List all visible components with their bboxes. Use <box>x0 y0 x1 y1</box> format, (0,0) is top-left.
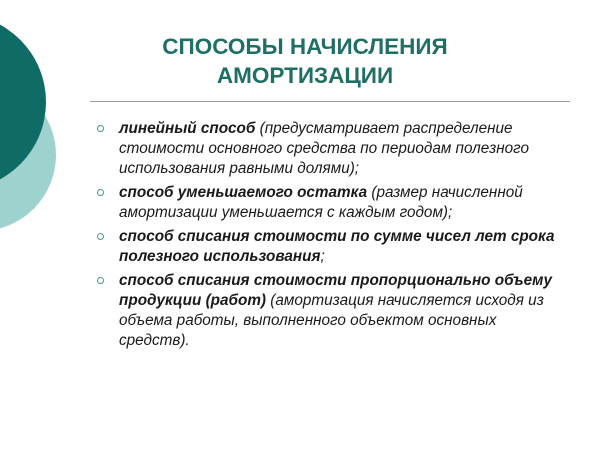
list-item <box>97 227 567 267</box>
bullet-icon <box>97 189 104 196</box>
item-term: способ списания стоимости пропорционально объему продукции (работ) <box>119 272 552 309</box>
item-description: (размер начисленной амортизации уменьшается с каждым годом); <box>119 184 523 221</box>
slide-title <box>95 32 515 90</box>
item-description: (амортизация начисляется исходя из объема работы, выполненного объектом основных средств). <box>119 292 544 349</box>
item-description: (предусматривает распределение стоимости основного средства по периодам полезного использования равными долями); <box>119 120 530 177</box>
bullet-icon <box>97 233 104 240</box>
methods-list <box>97 119 567 355</box>
bullet-icon <box>97 125 104 132</box>
bullet-icon <box>97 277 104 284</box>
list-item <box>97 271 567 351</box>
item-term: способ уменьшаемого остатка <box>119 184 368 201</box>
list-item <box>97 119 567 179</box>
item-description: ; <box>320 248 325 265</box>
list-item <box>97 183 567 223</box>
title-line-2: АМОРТИЗАЦИИ <box>216 63 394 88</box>
title-divider <box>90 101 570 102</box>
item-term: линейный способ <box>119 120 256 137</box>
title-line-1: СПОСОБЫ НАЧИСЛЕНИЯ <box>162 34 448 59</box>
item-term: способ списания стоимости по сумме чисел лет срока полезного использования <box>119 228 555 265</box>
